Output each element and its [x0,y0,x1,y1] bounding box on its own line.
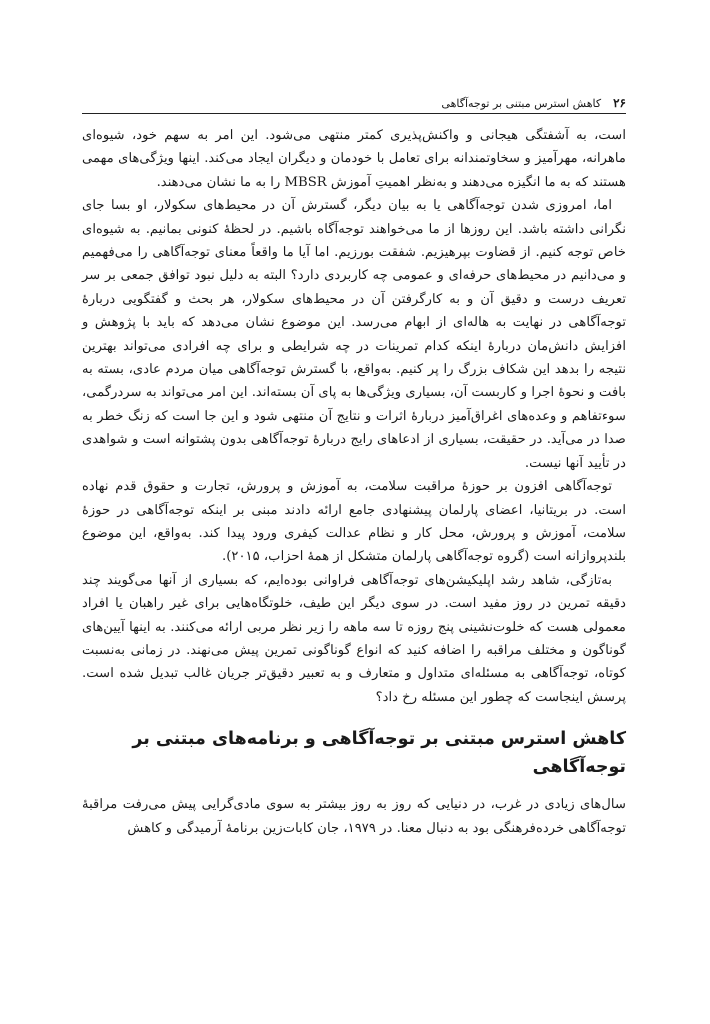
page-number: ۲۶ [613,96,626,110]
paragraph: توجه‌آگاهی افزون بر حوزهٔ مراقبت سلامت، به آموزش و پرورش، تجارت و حقوق قدم نهاده است. در بریتانیا، اعضای پارلمان پیشنهادی جامع ارائه دادند مبنی بر اینکه توجه‌آگاهی در حوزهٔ سلامت، آموزش و پرورش، محل کار و نظام عدالت کیفری ورود پیدا کند. به‌واقع، این موضوع بلندپروازانه است (گروه توجه‌آگاهی پارلمان متشکل از همهٔ احزاب، ۲۰۱۵). [82,479,626,565]
section-paragraph: سال‌های زیادی در غرب، در دنیایی که روز به روز بیشتر به سوی مادی‌گرایی پیش می‌رفت مراقبهٔ توجه‌آگاهی خرده‌فرهنگی بود به دنبال معنا. در ۱۹۷۹، جان کابات‌زین برنامهٔ آرمیدگی و کاهش [82,797,626,836]
paragraph: به‌تازگی، شاهد رشد اپلیکیشن‌های توجه‌آگاهی فراوانی بوده‌ایم، که بسیاری از آنها می‌گویند چند دقیقه تمرین در روز مفید است. در سوی دیگر این طیف، خلوتگاه‌هایی برای غیر راهبان یا افراد معمولی هست که خلوت‌نشینی پنج روزه تا سه ماهه را زیر نظر مربی ارائه می‌کنند. به اینها آیین‌های گوناگون و مختلف مراقبه را اضافه کنید که انواع گوناگونی تمرین پیش می‌نهند. در زمانی به‌نسبت کوتاه، توجه‌آگاهی به مسئله‌ای متداول و متعارف و به تعبیر دقیق‌تر جریان غالب تبدیل شده است. پرسش اینجاست که چطور این مسئله رخ داد؟ [82,572,626,705]
paragraph-continued: است، به آشفتگی هیجانی و واکنش‌پذیری کمتر منتهی می‌شود. این امر به سهم خود، شیوه‌ای ماهرانه، مهرآمیز و سخاوتمندانه برای تعامل با خودمان و دیگران ایجاد می‌کند. اینها ویژگی‌های مهمی هستند که به ما انگیزه می‌دهند و به‌نظر اهمیتِ آموزش MBSR را به ما نشان می‌دهند. [82,128,626,190]
section-heading: کاهش استرس مبتنی بر توجه‌آگاهی و برنامه‌های مبتنی بر توجه‌آگاهی [132,729,626,778]
body-text [82,124,626,840]
running-header [82,92,626,114]
running-title: کاهش استرس مبتنی بر توجه‌آگاهی [441,97,602,110]
paragraph: اما، امروزی شدن توجه‌آگاهی یا به بیان دیگر، گسترش آن در محیط‌های سکولار، او بسا جای نگرانی داشته باشد. این روزها از ما می‌خواهند توجه‌آگاه باشیم. در لحظهٔ کنونی بمانیم. به شیوه‌ای خاص توجه کنیم. از قضاوت بپرهیزیم. شفقت بورزیم. اما آیا ما واقعاً معنای توجه‌آگاهی را می‌فهمیم و می‌دانیم در محیط‌های حرفه‌ای و عمومی چه کاربردی دارد؟ البته به دلیل نبود توافق جمعی بر سر تعریف درست و دقیق آن و به کارگرفتن آن در محیط‌های سکولار، هر بحث و گفتگویی دربارهٔ توجه‌آگاهی در نهایت به هاله‌ای از ابهام می‌رسد. این موضوع نشان می‌دهد که باید با پژوهش و افزایش دانش‌مان دربارهٔ اینکه کدام تمرینات در چه شرایطی و برای چه افرادی می‌تواند بهترین نتیجه را بدهد این شکاف بزرگ را پر کنیم. به‌واقع، با گسترش توجه‌آگاهی میان مردم عادی، بسته به بافت و نحوهٔ اجرا و کاربست آن، بسیاری ویژگی‌ها به پای آن بسته‌اند. این امر می‌تواند به سردرگمی، سوءتفاهم و وعده‌های اغراق‌آمیز دربارهٔ اثرات و نتایج آن منتهی شود و این جا است که زنگ خطر به صدا در می‌آید. در حقیقت، بسیاری از ادعاهای رایج دربارهٔ توجه‌آگاهی بدون پشتوانه است و شواهدی در تأیید آنها نیست. [82,198,626,471]
